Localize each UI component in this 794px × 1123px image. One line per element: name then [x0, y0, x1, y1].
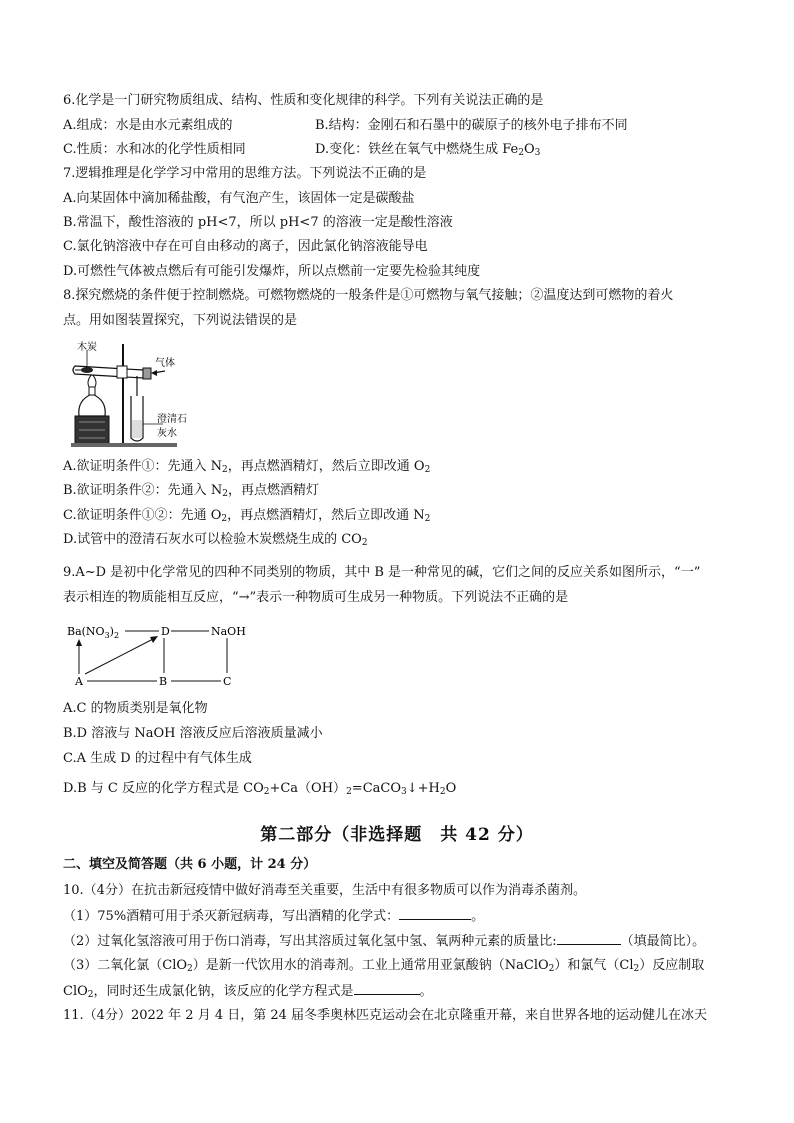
label-limewater-2: 灰水: [157, 428, 177, 439]
label-limewater-1: 澄清石: [157, 414, 187, 425]
label-charcoal: 木炭: [77, 342, 97, 353]
node-ba-no3-2: $Ba(NO_3)_2$: [67, 625, 120, 640]
q8-apparatus-figure: [65, 340, 195, 450]
node-b: B: [159, 675, 168, 688]
q6-option-b: B.结构：金刚石和石墨中的碳原子的核外电子排布不同: [315, 118, 628, 133]
q10-part1: （1）75%酒精可用于杀灭新冠病毒，写出酒精的化学式： 。: [63, 909, 485, 924]
q9-option-c: C.A 生成 D 的过程中有气体生成: [63, 751, 252, 766]
q10-stem: 10.（4分）在抗击新冠疫情中做好消毒至关重要，生活中有很多物质可以作为消毒杀菌剂。: [63, 883, 586, 898]
q7-option-d: D.可燃性气体被点燃后有可能引发爆炸，所以点燃前一定要先检验其纯度: [63, 264, 481, 279]
node-naoh: NaOH: [211, 625, 246, 638]
label-gas: 气体: [155, 358, 175, 369]
node-a: A: [75, 675, 83, 688]
q8-stem-line2: 点。用如图装置探究，下列说法错误的是: [63, 313, 298, 328]
q7-stem: 7.逻辑推理是化学学习中常用的思维方法。下列说法不正确的是: [63, 166, 427, 181]
q8-option-b: B.欲证明条件②：先通入 $N_2$，再点燃酒精灯: [63, 483, 319, 499]
q8-option-c: C.欲证明条件①②：先通 $O_2$，再点燃酒精灯，然后立即改通 $N_2$: [63, 508, 431, 524]
q10-answer-blank-2[interactable]: [557, 932, 621, 945]
q6-option-a: A.组成：水是由水元素组成的: [63, 118, 233, 133]
q9-option-d: D.B 与 C 反应的化学方程式是 $CO_2+Ca(OH)_2=CaCO_3↓+H_2O$: [63, 781, 457, 797]
q10-answer-blank-3[interactable]: [354, 982, 420, 995]
q6-option-c: C.性质：水和冰的化学性质相同: [63, 142, 246, 157]
node-d: D: [161, 625, 170, 638]
q10-part2: （2）过氧化氢溶液可用于伤口消毒，写出其溶质过氧化氢中氢、氧两种元素的质量比: （填最简比）。: [63, 934, 706, 949]
flame: [88, 374, 96, 387]
q8-option-a: A.欲证明条件①：先通入 $N_2$，再点燃酒精灯，然后立即改通 $O_2$: [63, 459, 431, 475]
q10-part3-line1: （3）二氧化氯（ClO$_2$）是新一代饮用水的消毒剂。工业上通常用亚氯酸钠（NaClO$_2$）和氯气$(Cl_2)$反应制取: [63, 958, 705, 974]
q7-option-b: B.常温下，酸性溶液的 pH<7，所以 pH<7 的溶液一定是酸性溶液: [63, 215, 453, 230]
q9-stem-line2: 表示相连的物质能相互反应，“→”表示一种物质可生成另一种物质。下列说法不正确的是: [63, 590, 569, 605]
alcohol-lamp: [79, 394, 105, 416]
q6-option-d: D.变化：铁丝在氧气中燃烧生成 $Fe_2O_3$: [315, 142, 541, 158]
part2-title: 第二部分（非选择题 共 42 分）: [260, 825, 534, 845]
q7-option-a: A.向某固体中滴加稀盐酸，有气泡产生，该固体一定是碳酸盐: [63, 191, 415, 206]
node-c: C: [223, 675, 232, 688]
q9-option-a: A.C 的物质类别是氧化物: [63, 701, 208, 716]
section-fill-in-title: 二、填空及简答题（共 6 小题，计 24 分）: [63, 857, 317, 872]
q9-relation-diagram: [65, 618, 265, 690]
q11-stem: 11.（4分）2022 年 2 月 4 日，第 24 届冬季奥林匹克运动会在北京隆重开幕，来自世界各地的运动健儿在冰天: [63, 1008, 708, 1023]
q7-option-c: C.氯化钠溶液中存在可自由移动的离子，因此氯化钠溶液能导电: [63, 239, 428, 254]
iron-stand-base: [71, 443, 177, 447]
arrow-a-to-d: [85, 638, 155, 674]
q8-option-d: D.试管中的澄清石灰水可以检验木炭燃烧生成的 $CO_2$: [63, 532, 368, 548]
q9-option-b: B.D 溶液与 NaOH 溶液反应后溶液质量减小: [63, 726, 323, 741]
q9-stem-line1: 9.A~D 是初中化学常见的四种不同类别的物质，其中 B 是一种常见的碱，它们之间的反应关系如图所示，“一”: [63, 565, 701, 580]
q8-stem-line1: 8.探究燃烧的条件便于控制燃烧。可燃物燃烧的一般条件是①可燃物与氧气接触；②温度达到可燃物的着火: [63, 288, 674, 303]
q6-stem: 6.化学是一门研究物质组成、结构、性质和变化规律的科学。下列有关说法正确的是: [63, 93, 544, 108]
q10-answer-blank-1[interactable]: [399, 907, 471, 920]
q10-part3-line2: ClO$_2$，同时还生成氯化钠，该反应的化学方程式是 。: [63, 984, 433, 1000]
